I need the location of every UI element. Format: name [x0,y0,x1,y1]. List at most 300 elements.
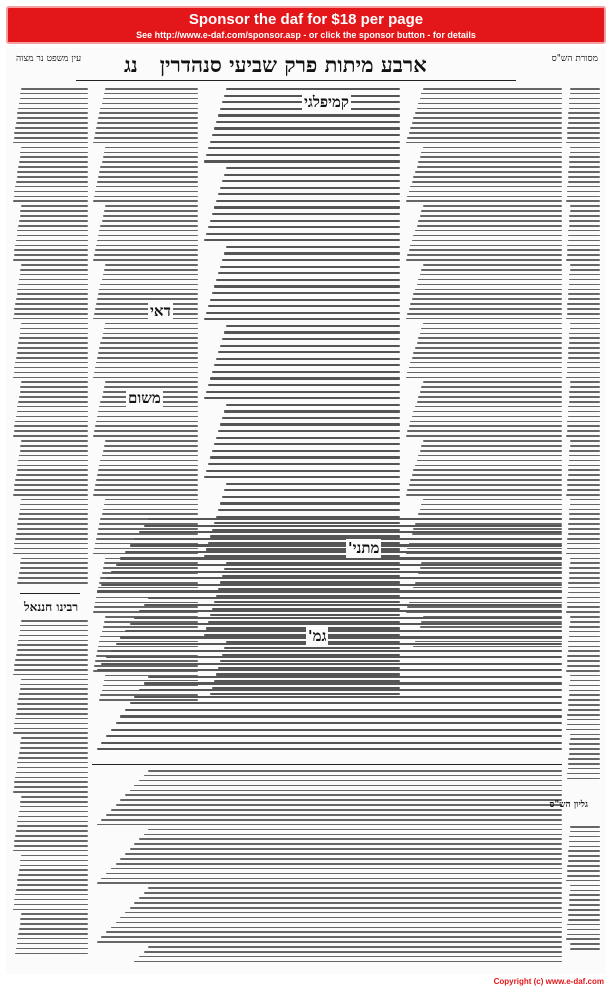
text-line [17,523,88,525]
text-line [567,602,600,604]
text-line [569,636,600,638]
text-line [210,299,400,301]
text-line [567,724,600,726]
text-line [98,176,198,178]
text-line [20,386,88,388]
text-line [567,196,600,198]
text-line [570,738,600,740]
text-line [148,829,562,831]
text-line [139,956,562,958]
text-line [407,430,562,432]
text-line [567,191,600,193]
text-line [570,943,600,945]
text-line [566,377,600,379]
text-line [20,688,88,690]
text-line [17,112,88,114]
text-line [423,499,562,501]
text-line [212,213,400,215]
text-line [568,112,600,114]
text-line [407,489,562,491]
text-line [226,246,400,248]
text-line [410,362,562,364]
text-line [568,171,600,173]
text-line [409,425,562,427]
text-line [570,621,600,623]
text-line [120,636,562,638]
text-line [17,469,88,471]
text-line [16,122,88,124]
text-line [14,840,88,842]
text-line [417,401,562,403]
text-line [148,676,562,678]
text-line [568,406,600,408]
text-line [97,181,198,183]
text-line [21,323,88,325]
text-line [567,421,600,423]
text-line [214,285,400,287]
text-line [406,435,562,437]
text-line [410,421,562,423]
text-line [21,88,88,90]
text-line [14,308,88,310]
text-line [567,606,600,608]
text-line [16,654,88,656]
text-line [134,617,562,619]
text-line [144,525,562,527]
text-line [14,781,88,783]
text-line [226,167,400,169]
text-line [20,504,88,506]
text-line [16,240,88,242]
text-line [567,372,600,374]
text-line [105,147,198,149]
text-line [569,836,600,838]
text-line [568,909,600,911]
text-line [407,254,562,256]
text-line [20,450,88,452]
text-line [16,357,88,359]
text-line [567,548,600,550]
text-line [406,200,562,202]
text-line [13,850,88,852]
text-line [20,860,88,862]
text-line [568,582,600,584]
text-line [106,735,562,737]
text-line [100,166,198,168]
text-line [412,357,562,359]
text-line [19,752,88,754]
text-line [15,659,88,661]
text-line [413,176,562,178]
text-line [17,289,88,291]
text-line [103,450,198,452]
text-line [102,279,198,281]
text-line [569,685,600,687]
text-line [423,264,562,266]
text-line [14,548,88,550]
text-line [569,220,600,222]
text-line [15,538,88,540]
text-line [13,435,88,437]
text-line [105,381,198,383]
text-line [111,571,562,573]
text-line [139,531,562,533]
text-line [101,819,562,821]
text-line [94,313,198,315]
text-line [570,826,600,828]
text-line [94,137,198,139]
text-line [421,152,562,154]
text-line [17,293,88,295]
mesoret-margin [566,88,600,788]
text-line [418,103,562,105]
text-line [218,430,400,432]
text-line [567,249,600,251]
text-line [95,249,198,251]
text-line [17,465,88,467]
talmud-page [6,48,606,974]
text-line [21,381,88,383]
text-line [97,240,198,242]
text-line [567,362,600,364]
text-line [567,655,600,657]
text-line [218,114,400,116]
text-line [567,778,600,780]
text-line [18,342,88,344]
text-line [410,245,562,247]
text-line [14,669,88,671]
text-line [568,528,600,530]
text-line [226,404,400,406]
text-line [102,455,198,457]
text-line [105,205,198,207]
text-line [204,397,400,399]
text-line [20,333,88,335]
text-line [125,794,562,796]
text-line [569,215,600,217]
text-line [19,513,88,515]
text-line [106,873,562,875]
text-line [568,855,600,857]
text-line [105,264,198,266]
text-line [14,254,88,256]
text-line [415,289,562,291]
text-line [17,938,88,940]
text-line [20,625,88,627]
text-line [15,718,88,720]
text-line [568,587,600,589]
text-line [568,230,600,232]
text-line [421,386,562,388]
text-line [134,961,562,963]
text-line [206,391,400,393]
text-line [13,791,88,793]
text-line [116,643,563,645]
text-line [568,298,600,300]
margin-note [566,328,600,336]
text-line [94,430,198,432]
text-line [569,626,600,628]
text-line [14,543,88,545]
text-line [208,305,400,307]
text-line [420,156,562,158]
text-line [570,381,600,383]
text-line [569,225,600,227]
text-line [224,489,400,491]
text-line [423,381,562,383]
text-line [418,220,562,222]
text-line [409,132,562,134]
text-line [21,796,88,798]
text-line [98,352,198,354]
rabbenu-rule [20,593,80,594]
text-line [410,186,562,188]
text-line [210,220,400,222]
text-line [220,502,400,504]
chapter-title: ארבע מיתות פרק שביעי סנהדרין [159,52,427,77]
text-line [407,313,562,315]
text-line [139,897,562,899]
text-line [413,235,562,237]
text-line [569,401,600,403]
text-line [568,914,600,916]
text-line [570,616,600,618]
text-line [16,830,88,832]
text-line [116,564,563,566]
text-line [20,742,88,744]
text-line [568,357,600,359]
text-line [97,669,562,671]
text-line [98,469,198,471]
text-line [14,425,88,427]
text-line [418,455,562,457]
text-line [568,763,600,765]
text-line [570,440,600,442]
text-line [415,230,562,232]
sponsor-banner[interactable] [6,6,606,44]
text-line [99,347,198,349]
text-line [14,196,88,198]
text-line [16,533,88,535]
text-line [567,186,600,188]
text-line [21,264,88,266]
text-line [406,318,562,320]
text-line [567,773,600,775]
text-line [569,460,600,462]
text-line [103,509,198,511]
text-line [220,423,400,425]
text-line [569,337,600,339]
text-line [104,445,198,447]
text-line [21,737,88,739]
text-line [570,210,600,212]
text-line [222,417,400,419]
text-line [570,890,600,892]
text-line [204,476,400,478]
text-line [14,664,88,666]
text-line [17,879,88,881]
text-line [568,117,600,119]
text-line [17,352,88,354]
text-line [17,117,88,119]
ein-mishpat-label: עין משפט נר מצוה [16,54,82,64]
text-line [417,342,562,344]
text-line [120,557,562,559]
text-line [106,814,562,816]
text-line [222,180,400,182]
text-line [224,331,400,333]
sponsor-banner-title: Sponsor the daf for $18 per page [188,11,424,28]
text-line [569,509,600,511]
text-line [94,489,198,491]
text-line [16,474,88,476]
text-line [423,88,562,90]
text-line [106,577,562,579]
text-line [570,264,600,266]
text-line [212,292,400,294]
text-line [99,230,198,232]
text-line [13,732,88,734]
text-line [15,421,88,423]
text-line [406,377,562,379]
text-line [569,156,600,158]
text-line [567,367,600,369]
text-line [17,347,88,349]
text-line [423,147,562,149]
text-line [13,377,88,379]
text-line [566,938,600,940]
text-line [412,122,562,124]
text-line [216,200,400,202]
text-line [407,137,562,139]
text-line [417,225,562,227]
text-line [566,611,600,613]
text-line [570,831,600,833]
header-rule [76,80,516,81]
text-line [18,518,88,520]
text-line [216,279,400,281]
text-line [14,367,88,369]
text-line [104,269,198,271]
text-line [567,543,600,545]
text-line [98,235,198,237]
text-line [568,709,600,711]
text-line [96,186,198,188]
text-line [100,342,198,344]
text-line [101,584,562,586]
text-line [566,670,600,672]
text-line [567,924,600,926]
text-line [16,713,88,715]
text-line [569,841,600,843]
text-line [105,499,198,501]
text-line [93,435,198,437]
text-line [20,98,88,100]
text-line [20,567,88,569]
text-line [224,174,400,176]
text-line [567,865,600,867]
text-line [409,249,562,251]
text-line [226,88,400,90]
text-line [20,274,88,276]
text-line [566,729,600,731]
text-line [14,313,88,315]
text-line [15,894,88,896]
text-line [568,699,600,701]
text-line [204,239,400,241]
text-line [406,494,562,496]
bottom-commentary [92,770,562,966]
text-line [100,460,198,462]
text-line [413,117,562,119]
text-line [100,225,198,227]
text-line [568,469,600,471]
text-line [568,352,600,354]
text-line [17,406,88,408]
text-line [18,874,88,876]
text-line [417,460,562,462]
text-line [418,396,562,398]
text-line [96,479,198,481]
text-line [14,191,88,193]
text-line [567,127,600,129]
text-line [13,553,88,555]
text-line [569,396,600,398]
text-line [415,171,562,173]
text-line [420,274,562,276]
text-line [97,474,198,476]
text-line [95,425,198,427]
text-line [220,345,400,347]
text-line [101,663,562,665]
text-line [101,742,562,744]
text-line [18,698,88,700]
text-line [16,889,88,891]
text-line [21,440,88,442]
text-line [130,848,562,850]
text-line [208,384,400,386]
text-line [14,904,88,906]
text-line [208,226,400,228]
text-line [14,249,88,251]
text-line [420,333,562,335]
text-line [14,786,88,788]
text-line [104,93,198,95]
text-line [97,748,562,750]
text-line [568,181,600,183]
text-line [13,142,88,144]
text-line [222,496,400,498]
keyword-2: דאי [150,302,171,320]
text-line [417,284,562,286]
text-line [20,562,88,564]
text-line [567,303,600,305]
text-line [567,425,600,427]
text-line [20,865,88,867]
text-line [420,215,562,217]
text-line [420,98,562,100]
text-line [21,913,88,915]
text-line [568,235,600,237]
text-line [569,690,600,692]
text-line [420,450,562,452]
text-line [220,266,400,268]
text-line [130,623,562,625]
text-line [568,533,600,535]
text-line [413,352,562,354]
text-line [216,358,400,360]
text-line [566,259,600,261]
